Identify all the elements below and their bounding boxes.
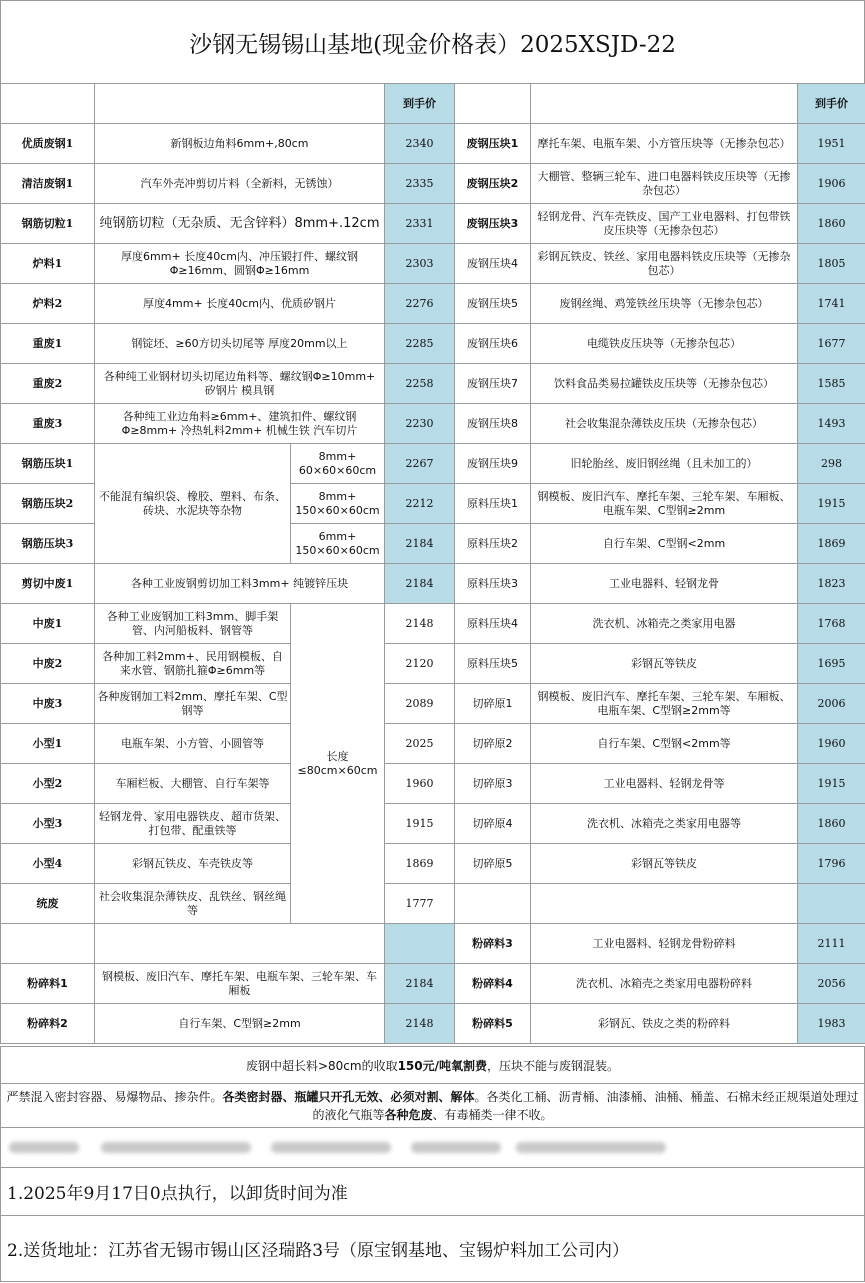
grade-price: 2148 [385, 1004, 455, 1044]
overlength-fee-note [0, 1046, 865, 1084]
table-row [1, 164, 865, 204]
grade-desc: 各种纯工业边角料≥6mm+、建筑扣件、螺纹钢Φ≥8mm+ 冷热轧料2mm+ 机械生铁 汽车切片 [95, 404, 385, 444]
table-row [1, 724, 865, 764]
grade-desc: 自行车架、C型钢<2mm [531, 524, 798, 564]
grade-name: 剪切中废1 [1, 564, 95, 604]
grade-desc: 洗衣机、冰箱壳之类家用电器 [531, 604, 798, 644]
grade-name: 废钢压块3 [455, 204, 531, 244]
header-blank [455, 84, 531, 124]
grade-desc: 钢模板、废旧汽车、摩托车架、电瓶车架、三轮车架、车厢板 [95, 964, 385, 1004]
prohibited-part: 严禁混入密封容器、易爆物品、掺杂件。 [6, 1089, 223, 1104]
redaction-blur [101, 1142, 251, 1153]
table-row [1, 324, 865, 364]
grade-name: 废钢压块2 [455, 164, 531, 204]
grade-price: 1915 [798, 484, 865, 524]
table-row [1, 124, 865, 164]
table-row [1, 804, 865, 844]
fee-amount: 150元/吨氧割费 [397, 1058, 488, 1073]
grade-desc: 饮料食品类易拉罐铁皮压块等（无掺杂包芯） [531, 364, 798, 404]
redaction-blur [9, 1142, 79, 1153]
grade-desc: 摩托车架、电瓶车架、小方管压块等（无掺杂包芯） [531, 124, 798, 164]
grade-price: 2184 [385, 964, 455, 1004]
grade-price: 2056 [798, 964, 865, 1004]
effective-date-line: 1.2025年9月17日0点执行，以卸货时间为准 [0, 1168, 865, 1216]
grade-name: 粉碎料1 [1, 964, 95, 1004]
grade-price: 2184 [385, 524, 455, 564]
grade-desc: 彩钢瓦等铁皮 [531, 644, 798, 684]
grade-price: 2303 [385, 244, 455, 284]
grade-desc: 废钢丝绳、鸡笼铁丝压块等（无掺杂包芯） [531, 284, 798, 324]
grade-price: 2331 [385, 204, 455, 244]
grade-price: 1915 [798, 764, 865, 804]
grade-name: 炉料1 [1, 244, 95, 284]
delivery-address-line: 2.送货地址：江苏省无锡市锡山区泾瑞路3号（原宝钢基地、宝锡炉料加工公司内） [0, 1216, 865, 1282]
table-row [1, 964, 865, 1004]
grade-name: 切碎原1 [455, 684, 531, 724]
grade-name: 小型1 [1, 724, 95, 764]
grade-name: 中废3 [1, 684, 95, 724]
grade-name: 废钢压块4 [455, 244, 531, 284]
grade-desc: 自行车架、C型钢<2mm等 [531, 724, 798, 764]
grade-name: 废钢压块8 [455, 404, 531, 444]
grade-name: 废钢压块1 [455, 124, 531, 164]
grade-price: 2276 [385, 284, 455, 324]
grade-desc: 新钢板边角料6mm+,80cm [95, 124, 385, 164]
grade-price: 2230 [385, 404, 455, 444]
grade-name: 切碎原4 [455, 804, 531, 844]
grade-name: 钢筋压块2 [1, 484, 95, 524]
grade-desc: 各种废钢加工料2mm、摩托车架、C型钢等 [95, 684, 291, 724]
grade-price: 2025 [385, 724, 455, 764]
grade-name: 原料压块5 [455, 644, 531, 684]
grade-name: 原料压块4 [455, 604, 531, 644]
grade-price: 1915 [385, 804, 455, 844]
prohibited-part: 各类密封器、瓶罐只开孔无效、必须对割、解体 [222, 1089, 475, 1104]
length-note: 长度≤80cm×60cm [291, 604, 385, 924]
grade-name: 重废1 [1, 324, 95, 364]
redaction-blur [411, 1142, 501, 1153]
empty-price-cell [385, 924, 455, 964]
grade-desc: 工业电器料、轻钢龙骨 [531, 564, 798, 604]
rebar-block-desc: 不能混有编织袋、橡胶、塑料、布条、砖块、水泥块等杂物 [95, 444, 291, 564]
grade-name: 粉碎料3 [455, 924, 531, 964]
price-header: 到手价 [798, 84, 865, 124]
grade-name: 清洁废钢1 [1, 164, 95, 204]
grade-price: 1777 [385, 884, 455, 924]
grade-name: 优质废钢1 [1, 124, 95, 164]
grade-name: 废钢压块7 [455, 364, 531, 404]
grade-desc: 电瓶车架、小方管、小圆管等 [95, 724, 291, 764]
grade-name: 小型2 [1, 764, 95, 804]
grade-desc: 自行车架、C型钢≥2mm [95, 1004, 385, 1044]
grade-desc: 汽车外壳冲剪切片料（全新料，无锈蚀） [95, 164, 385, 204]
table-row [1, 204, 865, 244]
grade-desc: 钢锭坯、≥60方切头切尾等 厚度20mm以上 [95, 324, 385, 364]
grade-name: 粉碎料4 [455, 964, 531, 1004]
grade-name: 粉碎料5 [455, 1004, 531, 1044]
grade-desc: 社会收集混杂薄铁皮、乱铁丝、钢丝绳等 [95, 884, 291, 924]
grade-desc: 旧轮胎丝、废旧钢丝绳（且未加工的） [531, 444, 798, 484]
redaction-blur [271, 1142, 391, 1153]
grade-price: 2006 [798, 684, 865, 724]
header-blank [531, 84, 798, 124]
grade-desc: 洗衣机、冰箱壳之类家用电器粉碎料 [531, 964, 798, 1004]
grade-price: 1960 [385, 764, 455, 804]
table-row [1, 924, 865, 964]
grade-name: 原料压块2 [455, 524, 531, 564]
grade-desc: 轻钢龙骨、汽车壳铁皮、国产工业电器料、打包带铁皮压块等（无掺杂包芯） [531, 204, 798, 244]
grade-price: 1860 [798, 204, 865, 244]
grade-name: 切碎原5 [455, 844, 531, 884]
grade-price: 1805 [798, 244, 865, 284]
grade-name: 重废3 [1, 404, 95, 444]
table-header-row [1, 84, 865, 124]
grade-price: 2285 [385, 324, 455, 364]
prohibited-items-note [0, 1084, 865, 1128]
grade-desc: 各种加工料2mm+、民用钢模板、自来水管、钢筋扎箍Φ≥6mm等 [95, 644, 291, 684]
grade-price: 1869 [798, 524, 865, 564]
notes-section [0, 1046, 865, 1282]
grade-price: 1585 [798, 364, 865, 404]
grade-desc: 钢模板、废旧汽车、摩托车架、三轮车架、车厢板、电瓶车架、C型钢≥2mm [531, 484, 798, 524]
grade-price: 1741 [798, 284, 865, 324]
grade-price: 2340 [385, 124, 455, 164]
grade-price: 2148 [385, 604, 455, 644]
table-row [1, 644, 865, 684]
grade-price: 1906 [798, 164, 865, 204]
page-title: 沙钢无锡锡山基地(现金价格表）2025XSJD-22 [0, 0, 865, 84]
block-size: 8mm+ 150×60×60cm [291, 484, 385, 524]
grade-price: 298 [798, 444, 865, 484]
table-row [1, 844, 865, 884]
table-row [1, 284, 865, 324]
grade-desc: 车厢栏板、大棚管、自行车架等 [95, 764, 291, 804]
grade-name: 切碎原2 [455, 724, 531, 764]
grade-name: 小型3 [1, 804, 95, 844]
grade-desc: 各种工业废钢加工料3mm、脚手架管、内河船板料、钢管等 [95, 604, 291, 644]
grade-desc: 钢模板、废旧汽车、摩托车架、三轮车架、车厢板、电瓶车架、C型钢≥2mm等 [531, 684, 798, 724]
grade-desc: 轻钢龙骨、家用电器铁皮、超市货架、打包带、配重铁等 [95, 804, 291, 844]
table-row [1, 364, 865, 404]
grade-name: 废钢压块5 [455, 284, 531, 324]
redacted-contact-row [0, 1128, 865, 1168]
grade-desc: 工业电器料、轻钢龙骨粉碎料 [531, 924, 798, 964]
grade-desc: 彩钢瓦铁皮、铁丝、家用电器料铁皮压块等（无掺杂包芯） [531, 244, 798, 284]
grade-price: 1983 [798, 1004, 865, 1044]
table-row [1, 404, 865, 444]
grade-desc: 厚度6mm+ 长度40cm内、冲压锻打件、螺纹钢Φ≥16mm、圆钢Φ≥16mm [95, 244, 385, 284]
grade-name: 小型4 [1, 844, 95, 884]
prohibited-part: 。各类化工桶、沥青桶、油漆桶、油桶、桶盖、石棉未经正规渠道处理过的液化气瓶等 [312, 1089, 859, 1122]
grade-name: 炉料2 [1, 284, 95, 324]
price-table [0, 83, 865, 1044]
grade-name: 切碎原3 [455, 764, 531, 804]
price-header: 到手价 [385, 84, 455, 124]
grade-name: 钢筋压块1 [1, 444, 95, 484]
table-row [1, 564, 865, 604]
grade-price: 1951 [798, 124, 865, 164]
grade-price: 1695 [798, 644, 865, 684]
grade-desc: 各种工业废钢剪切加工料3mm+ 纯镀锌压块 [95, 564, 385, 604]
grade-name: 重废2 [1, 364, 95, 404]
grade-name: 钢筋切粒1 [1, 204, 95, 244]
grade-price: 2120 [385, 644, 455, 684]
table-row [1, 1004, 865, 1044]
grade-desc: 大棚管、整辆三轮车、进口电器料铁皮压块等（无掺杂包芯） [531, 164, 798, 204]
grade-desc: 彩钢瓦铁皮、车壳铁皮等 [95, 844, 291, 884]
block-size: 6mm+ 150×60×60cm [291, 524, 385, 564]
grade-desc: 工业电器料、轻钢龙骨等 [531, 764, 798, 804]
grade-name: 废钢压块6 [455, 324, 531, 364]
grade-name: 废钢压块9 [455, 444, 531, 484]
header-blank [1, 84, 95, 124]
table-row [1, 764, 865, 804]
grade-name: 统废 [1, 884, 95, 924]
table-row [1, 884, 865, 924]
grade-desc: 电缆铁皮压块等（无掺杂包芯） [531, 324, 798, 364]
table-row [1, 604, 865, 644]
grade-price: 2335 [385, 164, 455, 204]
grade-price: 1860 [798, 804, 865, 844]
prohibited-part: 、有毒桶类一律不收。 [432, 1107, 553, 1122]
grade-price: 1960 [798, 724, 865, 764]
grade-price: 2212 [385, 484, 455, 524]
grade-name: 原料压块1 [455, 484, 531, 524]
empty-cell [531, 884, 798, 924]
grade-name: 中废2 [1, 644, 95, 684]
grade-desc: 社会收集混杂薄铁皮压块（无掺杂包芯） [531, 404, 798, 444]
grade-desc: 各种纯工业钢材切头切尾边角料等、螺纹钢Φ≥10mm+ 矽钢片 模具钢 [95, 364, 385, 404]
grade-desc: 纯钢筋切粒（无杂质、无含锌料）8mm+.12cm [95, 204, 385, 244]
redaction-blur [516, 1142, 666, 1153]
fee-text: 废钢中超长料>80cm的收取 [245, 1058, 398, 1073]
grade-price: 2111 [798, 924, 865, 964]
block-size: 8mm+ 60×60×60cm [291, 444, 385, 484]
grade-name: 钢筋压块3 [1, 524, 95, 564]
grade-name: 中废1 [1, 604, 95, 644]
table-row [1, 684, 865, 724]
empty-cell [95, 924, 385, 964]
grade-name: 粉碎料2 [1, 1004, 95, 1044]
empty-cell [455, 884, 531, 924]
header-blank [95, 84, 385, 124]
prohibited-part: 各种危废 [384, 1107, 433, 1122]
grade-name: 原料压块3 [455, 564, 531, 604]
grade-price: 2258 [385, 364, 455, 404]
grade-price: 2184 [385, 564, 455, 604]
fee-text: ，压块不能与废钢混装。 [487, 1058, 620, 1073]
grade-price: 1493 [798, 404, 865, 444]
grade-price: 2089 [385, 684, 455, 724]
empty-cell [1, 924, 95, 964]
empty-price-cell [798, 884, 865, 924]
grade-price: 1677 [798, 324, 865, 364]
grade-price: 1823 [798, 564, 865, 604]
grade-desc: 厚度4mm+ 长度40cm内、优质矽钢片 [95, 284, 385, 324]
table-row [1, 444, 865, 484]
prohibited-text [5, 1088, 860, 1124]
grade-desc: 彩钢瓦等铁皮 [531, 844, 798, 884]
grade-price: 2267 [385, 444, 455, 484]
grade-price: 1768 [798, 604, 865, 644]
grade-price: 1869 [385, 844, 455, 884]
grade-desc: 洗衣机、冰箱壳之类家用电器等 [531, 804, 798, 844]
grade-desc: 彩钢瓦、铁皮之类的粉碎料 [531, 1004, 798, 1044]
table-row [1, 244, 865, 284]
grade-price: 1796 [798, 844, 865, 884]
